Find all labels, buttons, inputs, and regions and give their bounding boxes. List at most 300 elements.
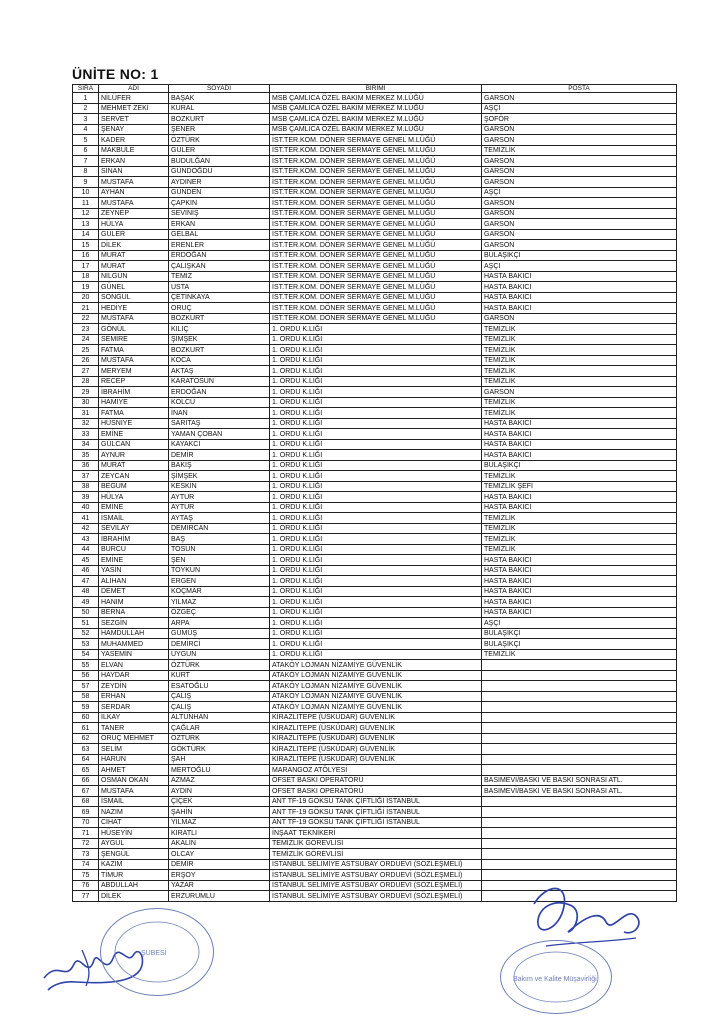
cell-sira: 54	[73, 649, 99, 660]
cell-soyadi: ERKAN	[169, 219, 270, 230]
cell-posta: TEMİZLİK	[482, 366, 677, 377]
cell-sira: 40	[73, 502, 99, 513]
cell-sira: 61	[73, 723, 99, 734]
cell-adi: SONGÜL	[99, 292, 169, 303]
table-row	[73, 565, 677, 576]
table-row	[73, 681, 677, 692]
table-row	[73, 754, 677, 765]
table-row	[73, 618, 677, 629]
table-row	[73, 208, 677, 219]
cell-soyadi: TOSUN	[169, 544, 270, 555]
cell-sira: 68	[73, 796, 99, 807]
cell-birimi: 1. ORDU K.LIĞI	[270, 334, 482, 345]
table-row	[73, 240, 677, 251]
cell-adi: HÜSNİYE	[99, 418, 169, 429]
cell-adi: TİMUR	[99, 870, 169, 881]
cell-sira: 8	[73, 166, 99, 177]
cell-posta: AŞÇI	[482, 103, 677, 114]
cell-soyadi: ERZURUMLU	[169, 891, 270, 902]
table-row	[73, 177, 677, 188]
cell-sira: 19	[73, 282, 99, 293]
cell-soyadi: ŞİMŞEK	[169, 471, 270, 482]
cell-posta: BULAŞIKÇI	[482, 639, 677, 650]
cell-posta	[482, 765, 677, 776]
cell-posta	[482, 828, 677, 839]
cell-soyadi: ORUÇ	[169, 303, 270, 314]
cell-sira: 28	[73, 376, 99, 387]
cell-birimi: İST.TER.KOM. DÖNER SERMAYE GENEL M.LÜĞÜ	[270, 208, 482, 219]
cell-birimi: KİRAZLITEPE (ÜSKÜDAR) GÜVENLİK	[270, 744, 482, 755]
cell-adi: İSMAİL	[99, 796, 169, 807]
right-stamp	[500, 940, 612, 1014]
cell-birimi: İST.TER.KOM. DÖNER SERMAYE GENEL M.LÜĞÜ	[270, 187, 482, 198]
cell-birimi: İST.TER.KOM. DÖNER SERMAYE GENEL M.LÜĞÜ	[270, 145, 482, 156]
cell-adi: SELİM	[99, 744, 169, 755]
cell-posta: TEMİZLİK	[482, 544, 677, 555]
personnel-table	[72, 84, 677, 902]
cell-adi: MURAT	[99, 460, 169, 471]
cell-birimi: TEMİZLİK GÖREVLİSİ	[270, 849, 482, 860]
cell-sira: 41	[73, 513, 99, 524]
cell-sira: 11	[73, 198, 99, 209]
table-row	[73, 702, 677, 713]
cell-soyadi: YILMAZ	[169, 597, 270, 608]
column-header-sira: SIRA	[73, 85, 99, 93]
cell-birimi: İST.TER.KOM. DÖNER SERMAYE GENEL M.LÜĞÜ	[270, 198, 482, 209]
cell-birimi: OFSET BASKI OPERATÖRÜ	[270, 786, 482, 797]
cell-posta	[482, 733, 677, 744]
cell-adi: FATMA	[99, 345, 169, 356]
cell-posta: HASTA BAKICI	[482, 303, 677, 314]
table-row	[73, 733, 677, 744]
cell-sira: 4	[73, 124, 99, 135]
table-row	[73, 114, 677, 125]
table-row	[73, 838, 677, 849]
cell-soyadi: BOZKURT	[169, 345, 270, 356]
cell-sira: 18	[73, 271, 99, 282]
table-row	[73, 723, 677, 734]
cell-soyadi: ŞAH	[169, 754, 270, 765]
cell-birimi: 1. ORDU K.LIĞI	[270, 513, 482, 524]
cell-posta: HASTA BAKICI	[482, 292, 677, 303]
cell-sira: 59	[73, 702, 99, 713]
cell-adi: MAKBULE	[99, 145, 169, 156]
cell-sira: 21	[73, 303, 99, 314]
cell-birimi: ATAKÖY LOJMAN NİZAMİYE GÜVENLİK	[270, 691, 482, 702]
cell-soyadi: MERTOĞLU	[169, 765, 270, 776]
cell-birimi: 1. ORDU K.LIĞI	[270, 324, 482, 335]
table-row	[73, 817, 677, 828]
cell-adi: BURCU	[99, 544, 169, 555]
cell-birimi: İSTANBUL SELİMİYE ASTSUBAY ORDUEVİ (SÖZLEŞMELİ)	[270, 859, 482, 870]
cell-posta: TEMİZLİK	[482, 408, 677, 419]
cell-posta	[482, 807, 677, 818]
cell-posta	[482, 754, 677, 765]
cell-birimi: 1. ORDU K.LIĞI	[270, 576, 482, 587]
column-header-posta: POSTA	[482, 85, 677, 93]
cell-posta	[482, 838, 677, 849]
cell-soyadi: DEMİR	[169, 450, 270, 461]
table-row	[73, 156, 677, 167]
cell-posta: GARSON	[482, 240, 677, 251]
table-row	[73, 597, 677, 608]
cell-sira: 37	[73, 471, 99, 482]
table-row	[73, 849, 677, 860]
cell-adi: İBRAHİM	[99, 387, 169, 398]
table-row	[73, 523, 677, 534]
cell-posta: AŞÇI	[482, 618, 677, 629]
cell-adi: ALİHAN	[99, 576, 169, 587]
cell-soyadi: GELBAL	[169, 229, 270, 240]
cell-posta: GARSON	[482, 156, 677, 167]
table-row	[73, 691, 677, 702]
table-row	[73, 345, 677, 356]
cell-birimi: İST.TER.KOM. DÖNER SERMAYE GENEL M.LÜĞÜ	[270, 177, 482, 188]
cell-soyadi: ŞİMŞEK	[169, 334, 270, 345]
cell-soyadi: ÖZTÜRK	[169, 135, 270, 146]
cell-soyadi: ERŞOY	[169, 870, 270, 881]
cell-posta: BULAŞIKÇI	[482, 250, 677, 261]
cell-adi: ZEYDİN	[99, 681, 169, 692]
cell-adi: MUSTAFA	[99, 313, 169, 324]
cell-posta: HASTA BAKICI	[482, 271, 677, 282]
cell-soyadi: DEMİR	[169, 859, 270, 870]
table-row	[73, 324, 677, 335]
cell-birimi: İSTANBUL SELİMİYE ASTSUBAY ORDUEVİ (SÖZLEŞMELİ)	[270, 880, 482, 891]
cell-posta: BULAŞIKÇI	[482, 460, 677, 471]
cell-soyadi: ERENLER	[169, 240, 270, 251]
cell-sira: 69	[73, 807, 99, 818]
cell-adi: YASEMİN	[99, 649, 169, 660]
cell-posta: HASTA BAKICI	[482, 597, 677, 608]
cell-sira: 27	[73, 366, 99, 377]
cell-adi: ZEYNEP	[99, 208, 169, 219]
table-body	[73, 93, 677, 902]
cell-posta: HASTA BAKICI	[482, 607, 677, 618]
table-row	[73, 796, 677, 807]
cell-birimi: KİRAZLITEPE (ÜSKÜDAR) GÜVENLİK	[270, 754, 482, 765]
table-row	[73, 219, 677, 230]
cell-adi: MURAT	[99, 250, 169, 261]
cell-sira: 56	[73, 670, 99, 681]
cell-soyadi: BAKIŞ	[169, 460, 270, 471]
table-row	[73, 355, 677, 366]
cell-soyadi: ERDOĞAN	[169, 250, 270, 261]
cell-soyadi: KOÇMAR	[169, 586, 270, 597]
cell-posta: HASTA BAKICI	[482, 439, 677, 450]
cell-soyadi: ERGEN	[169, 576, 270, 587]
cell-soyadi: ÖZTÜRK	[169, 660, 270, 671]
cell-adi: DİLEK	[99, 240, 169, 251]
cell-posta: GARSON	[482, 124, 677, 135]
cell-posta: TEMİZLİK	[482, 397, 677, 408]
cell-soyadi: ŞAHİN	[169, 807, 270, 818]
table-row	[73, 103, 677, 114]
column-header-soyadi: SOYADI	[169, 85, 270, 93]
cell-adi: EMİNE	[99, 502, 169, 513]
table-row	[73, 471, 677, 482]
cell-birimi: İST.TER.KOM. DÖNER SERMAYE GENEL M.LÜĞÜ	[270, 229, 482, 240]
cell-sira: 2	[73, 103, 99, 114]
cell-birimi: İST.TER.KOM. DÖNER SERMAYE GENEL M.LÜĞÜ	[270, 271, 482, 282]
table-row	[73, 502, 677, 513]
cell-sira: 74	[73, 859, 99, 870]
cell-posta	[482, 849, 677, 860]
cell-adi: SERDAR	[99, 702, 169, 713]
cell-posta	[482, 859, 677, 870]
cell-posta	[482, 723, 677, 734]
cell-sira: 32	[73, 418, 99, 429]
table-row	[73, 387, 677, 398]
cell-adi: GÜLER	[99, 229, 169, 240]
cell-sira: 29	[73, 387, 99, 398]
cell-birimi: 1. ORDU K.LIĞI	[270, 471, 482, 482]
cell-adi: İBRAHİM	[99, 534, 169, 545]
cell-adi: MURAT	[99, 261, 169, 272]
cell-soyadi: BAŞ	[169, 534, 270, 545]
table-row	[73, 166, 677, 177]
table-row	[73, 376, 677, 387]
cell-birimi: MSB ÇAMLICA ÖZEL BAKIM MERKEZ M.LÜĞÜ	[270, 103, 482, 114]
cell-sira: 16	[73, 250, 99, 261]
cell-soyadi: YILMAZ	[169, 817, 270, 828]
cell-soyadi: ÇALIŞ	[169, 702, 270, 713]
cell-posta: BULAŞIKÇI	[482, 628, 677, 639]
left-stamp-text: ŞUBESİ	[141, 950, 167, 957]
table-header	[73, 85, 677, 93]
left-stamp	[100, 908, 214, 996]
right-stamp-text: Bakım ve Kalite Müşavirliği	[513, 976, 597, 983]
cell-adi: SEVİLAY	[99, 523, 169, 534]
cell-adi: ZEYCAN	[99, 471, 169, 482]
cell-sira: 7	[73, 156, 99, 167]
cell-birimi: 1. ORDU K.LIĞI	[270, 460, 482, 471]
cell-adi: DİLEK	[99, 891, 169, 902]
table-row	[73, 807, 677, 818]
table-row	[73, 555, 677, 566]
cell-posta: HASTA BAKICI	[482, 429, 677, 440]
cell-soyadi: AYTUR	[169, 492, 270, 503]
cell-sira: 39	[73, 492, 99, 503]
cell-posta: GARSON	[482, 208, 677, 219]
cell-soyadi: AKTAŞ	[169, 366, 270, 377]
cell-sira: 44	[73, 544, 99, 555]
cell-soyadi: ARPA	[169, 618, 270, 629]
cell-soyadi: ESATOĞLU	[169, 681, 270, 692]
cell-adi: KADER	[99, 135, 169, 146]
cell-sira: 17	[73, 261, 99, 272]
cell-soyadi: AKALIN	[169, 838, 270, 849]
cell-sira: 75	[73, 870, 99, 881]
cell-birimi: İST.TER.KOM. DÖNER SERMAYE GENEL M.LÜĞÜ	[270, 282, 482, 293]
cell-birimi: İST.TER.KOM. DÖNER SERMAYE GENEL M.LÜĞÜ	[270, 250, 482, 261]
cell-posta: GARSON	[482, 229, 677, 240]
cell-adi: NAZIM	[99, 807, 169, 818]
cell-soyadi: ÇAĞLAR	[169, 723, 270, 734]
cell-soyadi: GÜNDEN	[169, 187, 270, 198]
cell-soyadi: AZMAZ	[169, 775, 270, 786]
cell-adi: DEMET	[99, 586, 169, 597]
cell-sira: 60	[73, 712, 99, 723]
cell-adi: GÖNÜL	[99, 324, 169, 335]
cell-sira: 49	[73, 597, 99, 608]
cell-birimi: ATAKÖY LOJMAN NİZAMİYE GÜVENLİK	[270, 660, 482, 671]
cell-adi: ŞENGÜL	[99, 849, 169, 860]
cell-posta: GARSON	[482, 219, 677, 230]
cell-soyadi: GÜLER	[169, 145, 270, 156]
cell-soyadi: SEVİNİŞ	[169, 208, 270, 219]
cell-birimi: İST.TER.KOM. DÖNER SERMAYE GENEL M.LÜĞÜ	[270, 240, 482, 251]
cell-adi: AYGÜL	[99, 838, 169, 849]
cell-sira: 46	[73, 565, 99, 576]
cell-adi: HAMDULLAH	[99, 628, 169, 639]
cell-soyadi: KOLCU	[169, 397, 270, 408]
cell-soyadi: DEMİRCAN	[169, 523, 270, 534]
cell-sira: 34	[73, 439, 99, 450]
cell-soyadi: ALTUNHAN	[169, 712, 270, 723]
cell-soyadi: TEMİZ	[169, 271, 270, 282]
cell-sira: 77	[73, 891, 99, 902]
cell-soyadi: İNAN	[169, 408, 270, 419]
table-row	[73, 408, 677, 419]
table-row	[73, 271, 677, 282]
cell-sira: 76	[73, 880, 99, 891]
cell-sira: 48	[73, 586, 99, 597]
table-row	[73, 544, 677, 555]
cell-soyadi: YAZAR	[169, 880, 270, 891]
table-row	[73, 450, 677, 461]
cell-birimi: 1. ORDU K.LIĞI	[270, 492, 482, 503]
cell-posta: BASIMEVİ/BASKI VE BASKI SONRASI ATL.	[482, 775, 677, 786]
cell-birimi: İST.TER.KOM. DÖNER SERMAYE GENEL M.LÜĞÜ	[270, 313, 482, 324]
table-row	[73, 712, 677, 723]
cell-birimi: 1. ORDU K.LIĞI	[270, 534, 482, 545]
cell-posta: HASTA BAKICI	[482, 418, 677, 429]
cell-sira: 58	[73, 691, 99, 702]
cell-birimi: 1. ORDU K.LIĞI	[270, 628, 482, 639]
cell-sira: 63	[73, 744, 99, 755]
cell-soyadi: GÖKTÜRK	[169, 744, 270, 755]
table-row	[73, 639, 677, 650]
cell-soyadi: AYDIN	[169, 786, 270, 797]
table-row	[73, 229, 677, 240]
cell-sira: 9	[73, 177, 99, 188]
cell-soyadi: KARATOSUN	[169, 376, 270, 387]
cell-soyadi: UYGUN	[169, 649, 270, 660]
cell-adi: ERHAN	[99, 691, 169, 702]
cell-posta	[482, 712, 677, 723]
cell-sira: 62	[73, 733, 99, 744]
cell-sira: 47	[73, 576, 99, 587]
cell-sira: 65	[73, 765, 99, 776]
cell-soyadi: ÇALIŞKAN	[169, 261, 270, 272]
cell-birimi: 1. ORDU K.LIĞI	[270, 586, 482, 597]
table-row	[73, 828, 677, 839]
cell-posta	[482, 681, 677, 692]
cell-soyadi: ŞENER	[169, 124, 270, 135]
cell-sira: 14	[73, 229, 99, 240]
cell-adi: HARUN	[99, 754, 169, 765]
cell-adi: ELVAN	[99, 660, 169, 671]
cell-sira: 36	[73, 460, 99, 471]
cell-adi: SERVET	[99, 114, 169, 125]
cell-soyadi: KURAL	[169, 103, 270, 114]
cell-soyadi: BOZKURT	[169, 313, 270, 324]
cell-sira: 71	[73, 828, 99, 839]
cell-sira: 33	[73, 429, 99, 440]
cell-sira: 3	[73, 114, 99, 125]
cell-adi: CİHAT	[99, 817, 169, 828]
table-row	[73, 660, 677, 671]
cell-adi: SEMİRE	[99, 334, 169, 345]
cell-adi: SEZGİN	[99, 618, 169, 629]
cell-adi: EMİNE	[99, 555, 169, 566]
column-header-birimi: BİRİMİ	[270, 85, 482, 93]
cell-posta: GARSON	[482, 198, 677, 209]
table-row	[73, 366, 677, 377]
cell-soyadi: BAŞAK	[169, 93, 270, 104]
cell-adi: HÜSEYİN	[99, 828, 169, 839]
cell-posta: HASTA BAKICI	[482, 502, 677, 513]
table-row	[73, 93, 677, 104]
cell-adi: HÜLYA	[99, 219, 169, 230]
cell-posta: AŞÇI	[482, 187, 677, 198]
cell-birimi: 1. ORDU K.LIĞI	[270, 649, 482, 660]
cell-sira: 25	[73, 345, 99, 356]
cell-adi: OSMAN OKAN	[99, 775, 169, 786]
table-row	[73, 460, 677, 471]
table-row	[73, 534, 677, 545]
cell-posta: HASTA BAKICI	[482, 555, 677, 566]
cell-adi: RECEP	[99, 376, 169, 387]
cell-posta: TEMİZLİK ŞEFİ	[482, 481, 677, 492]
cell-posta: TEMİZLİK	[482, 145, 677, 156]
cell-birimi: 1. ORDU K.LIĞI	[270, 544, 482, 555]
table-row	[73, 628, 677, 639]
cell-posta: HASTA BAKICI	[482, 450, 677, 461]
table-row	[73, 765, 677, 776]
cell-birimi: ATAKÖY LOJMAN NİZAMİYE GÜVENLİK	[270, 702, 482, 713]
cell-sira: 13	[73, 219, 99, 230]
cell-birimi: İST.TER.KOM. DÖNER SERMAYE GENEL M.LÜĞÜ	[270, 166, 482, 177]
cell-adi: ORUÇ MEHMET	[99, 733, 169, 744]
cell-birimi: 1. ORDU K.LIĞI	[270, 387, 482, 398]
cell-posta	[482, 660, 677, 671]
table-row	[73, 292, 677, 303]
cell-birimi: TEMİZLİK GÖREVLİSİ	[270, 838, 482, 849]
cell-birimi: 1. ORDU K.LIĞI	[270, 618, 482, 629]
cell-posta: GARSON	[482, 387, 677, 398]
cell-soyadi: BUDULĞAN	[169, 156, 270, 167]
cell-posta: HASTA BAKICI	[482, 492, 677, 503]
cell-birimi: ANT TF-19 GÖKSU TANK ÇİFTLİĞİ İSTANBUL	[270, 796, 482, 807]
table-row	[73, 429, 677, 440]
cell-posta	[482, 670, 677, 681]
cell-adi: NİLÜFER	[99, 93, 169, 104]
cell-adi: ERKAN	[99, 156, 169, 167]
cell-posta: TEMİZLİK	[482, 513, 677, 524]
table-row	[73, 586, 677, 597]
table-row	[73, 261, 677, 272]
cell-birimi: İSTANBUL SELİMİYE ASTSUBAY ORDUEVİ (SÖZLEŞMELİ)	[270, 891, 482, 902]
cell-adi: MUSTAFA	[99, 355, 169, 366]
cell-adi: MERYEM	[99, 366, 169, 377]
cell-adi: HAMİYE	[99, 397, 169, 408]
cell-sira: 43	[73, 534, 99, 545]
cell-soyadi: KAYAKCI	[169, 439, 270, 450]
table-row	[73, 492, 677, 503]
cell-sira: 24	[73, 334, 99, 345]
